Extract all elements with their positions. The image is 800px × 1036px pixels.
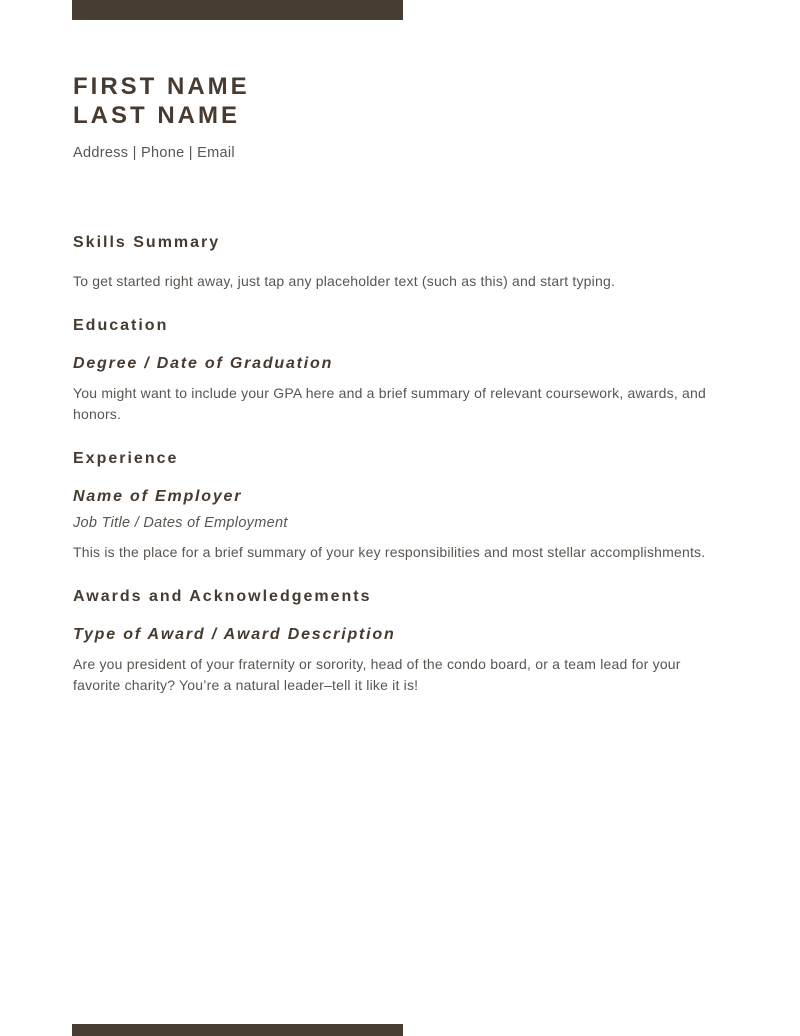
resume-sections (73, 234, 713, 696)
section-education (73, 317, 713, 425)
awards-heading[interactable]: Awards and Acknowledgements (73, 588, 372, 605)
awards-type-subheading[interactable]: Type of Award / Award Description (73, 626, 396, 643)
education-body[interactable]: You might want to include your GPA here and a brief summary of relevant coursework, awards, and honors. (73, 385, 706, 422)
awards-body[interactable]: Are you president of your fraternity or sorority, head of the condo board, or a team lead for your favorite charity? You’re a natural leader–tell it like it is! (73, 656, 681, 693)
section-experience (73, 450, 713, 563)
experience-employer-subheading[interactable]: Name of Employer (73, 488, 243, 505)
education-degree-subheading[interactable]: Degree / Date of Graduation (73, 355, 334, 372)
education-heading[interactable]: Education (73, 317, 169, 334)
resume-header (73, 72, 713, 162)
section-skills-summary (73, 234, 713, 292)
document-content (73, 20, 713, 696)
experience-heading[interactable]: Experience (73, 450, 179, 467)
first-name-line[interactable]: FIRST NAME (73, 73, 250, 100)
skills-summary-heading[interactable]: Skills Summary (73, 234, 221, 251)
contact-line[interactable]: Address | Phone | Email (73, 145, 235, 161)
last-name-line[interactable]: LAST NAME (73, 102, 240, 129)
section-awards (73, 588, 713, 696)
experience-job-title-line[interactable]: Job Title / Dates of Employment (73, 515, 288, 531)
bottom-accent-bar (72, 1024, 403, 1036)
top-accent-bar (72, 0, 403, 20)
name-title[interactable] (73, 72, 713, 130)
experience-body[interactable]: This is the place for a brief summary of your key responsibilities and most stellar accomplishments. (73, 544, 706, 560)
skills-summary-body[interactable]: To get started right away, just tap any placeholder text (such as this) and start typing. (73, 273, 616, 289)
